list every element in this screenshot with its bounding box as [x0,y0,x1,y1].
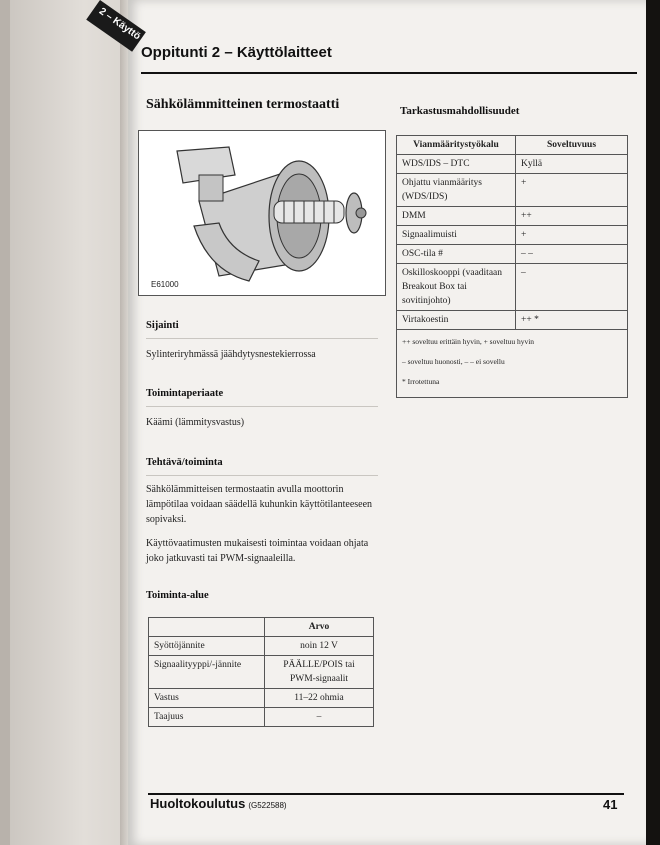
sijainti-heading: Sijainti [146,320,179,331]
table-header-empty [149,618,265,637]
table-row [149,656,374,689]
divider [146,338,378,339]
table-row [397,207,628,226]
footer-code: (G522588) [248,801,287,810]
left-page-edge [0,0,10,845]
table-cell-label: Taajuus [149,708,265,727]
table-cell-tool: DMM [397,207,516,226]
table-header-tool: Vianmääritystyökalu [397,136,516,155]
table-cell-fit: – [516,264,628,311]
table-row [149,689,374,708]
page-title: Oppitunti 2 – Käyttölaitteet [141,44,332,61]
table-row [149,708,374,727]
background-edge [646,0,660,845]
footer-rule [148,793,624,795]
table-cell-label: Syöttöjännite [149,637,265,656]
footer-title [150,796,287,811]
tarkastus-table [396,135,628,398]
section-title: Sähkölämmitteinen termostaatti [146,97,340,112]
table-header-value: Arvo [265,618,374,637]
table-row [397,311,628,330]
table-legend [397,330,628,398]
divider [146,406,378,407]
table-header-row [397,136,628,155]
table-cell-fit: – – [516,245,628,264]
table-cell-fit: ++ [516,207,628,226]
table-row [397,245,628,264]
table-row [397,264,628,311]
table-cell-tool: OSC-tila # [397,245,516,264]
divider [146,475,378,476]
table-header-row [149,618,374,637]
table-cell-fit: + [516,226,628,245]
table-cell-tool: Signaalimuisti [397,226,516,245]
toiminta-alue-table [148,617,374,727]
chapter-tab: 2 – Käyttö [86,0,146,52]
table-cell-tool: WDS/IDS – DTC [397,155,516,174]
table-cell-label: Vastus [149,689,265,708]
legend-line-2: – soveltuu huonosti, – – ei sovellu [402,357,505,366]
footer-title-text: Huoltokoulutus [150,796,246,811]
table-cell-value: 11–22 ohmia [265,689,374,708]
table-legend-row [397,330,628,398]
header-rule [141,72,637,74]
table-cell-label: Signaalityyppi/-jännite [149,656,265,689]
toimintaperiaate-text: Käämi (lämmitysvastus) [146,417,245,428]
table-row [397,226,628,245]
thermostat-figure [138,130,386,296]
toimintaperiaate-heading: Toimintaperiaate [146,388,224,399]
table-cell-value: noin 12 V [265,637,374,656]
tehtava-paragraph-1: Sähkölämmitteisen termostaatin avulla moottorin lämpötilaa voidaan säädellä kuhunkin käyttötilanteeseen sopivaksi. [146,484,373,525]
legend-line-1: ++ soveltuu erittäin hyvin, + soveltuu hyvin [402,337,535,346]
table-row [397,174,628,207]
table-cell-value: – [265,708,374,727]
figure-label: E61000 [151,280,179,289]
table-cell-tool: Virtakoestin [397,311,516,330]
sijainti-text: Sylinteriryhmässä jäähdytysnestekierrossa [146,349,316,360]
table-header-fit: Soveltuvuus [516,136,628,155]
table-cell-fit: ++ * [516,311,628,330]
tarkastus-heading: Tarkastusmahdollisuudet [400,105,520,117]
thermostat-illustration [139,131,385,295]
toiminta-alue-heading: Toiminta-alue [146,590,209,601]
table-cell-value: PÄÄLLE/POIS tai PWM-signaalit [265,656,374,689]
tehtava-paragraph-2: Käyttövaatimusten mukaisesti toimintaa voidaan ohjata joko jatkuvasti tai PWM-signaaleilla. [146,538,369,564]
table-cell-tool: Oskilloskooppi (vaaditaan Breakout Box tai sovitinjohto) [397,264,516,311]
legend-line-3: * Irrotettuna [402,377,440,386]
table-row [149,637,374,656]
left-page [0,0,140,845]
table-cell-fit: Kyllä [516,155,628,174]
table-cell-fit: + [516,174,628,207]
table-cell-tool: Ohjattu vianmääritys (WDS/IDS) [397,174,516,207]
tehtava-heading: Tehtävä/toiminta [146,457,223,468]
table-row [397,155,628,174]
page-number: 41 [603,797,618,812]
